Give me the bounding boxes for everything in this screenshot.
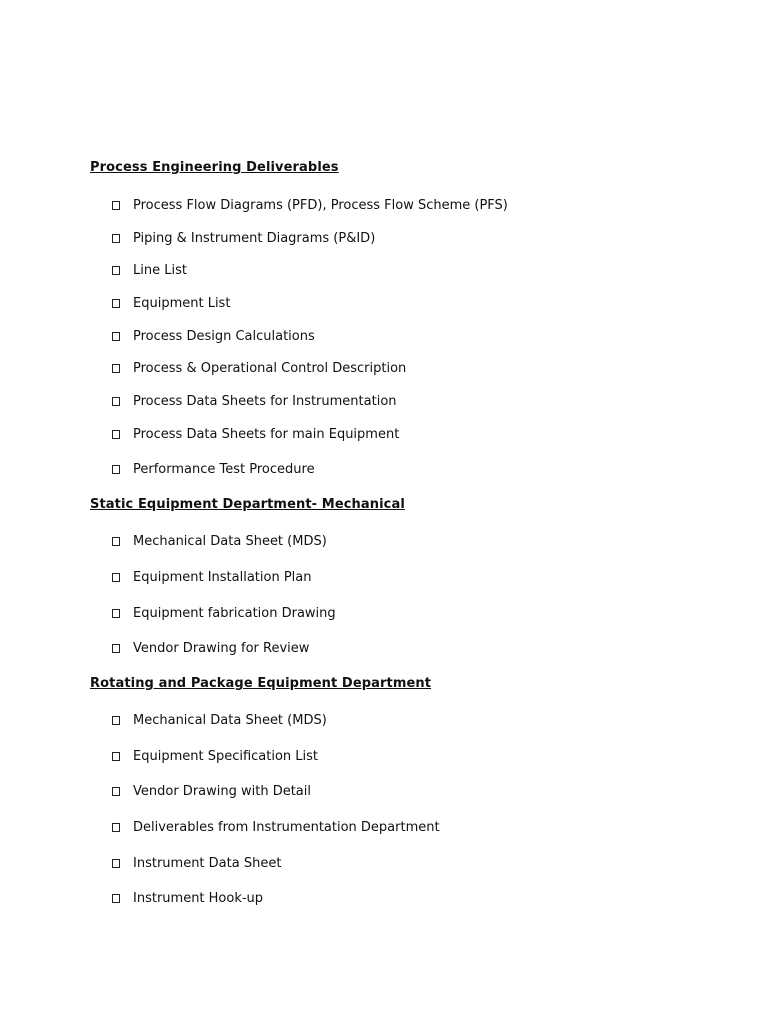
list-item: Process Data Sheets for main Equipment xyxy=(112,425,399,443)
list-item: Deliverables from Instrumentation Department xyxy=(112,818,440,836)
checkbox-square-icon xyxy=(112,859,120,868)
checkbox-square-icon xyxy=(112,537,120,546)
checkbox-square-icon xyxy=(112,299,120,308)
section-heading-process-engineering: Process Engineering Deliverables xyxy=(90,160,339,175)
list-item: Instrument Hook-up xyxy=(112,889,263,907)
list-item: Piping & Instrument Diagrams (P&ID) xyxy=(112,229,375,247)
checkbox-square-icon xyxy=(112,609,120,618)
checkbox-square-icon xyxy=(112,787,120,796)
checkbox-square-icon xyxy=(112,430,120,439)
list-item: Equipment Installation Plan xyxy=(112,568,312,586)
list-item: Equipment fabrication Drawing xyxy=(112,604,336,622)
list-item: Mechanical Data Sheet (MDS) xyxy=(112,711,327,729)
list-item: Process Flow Diagrams (PFD), Process Flow Scheme (PFS) xyxy=(112,196,508,214)
checkbox-square-icon xyxy=(112,201,120,210)
list-item: Vendor Drawing for Review xyxy=(112,639,309,657)
checkbox-square-icon xyxy=(112,234,120,243)
checkbox-square-icon xyxy=(112,397,120,406)
checkbox-square-icon xyxy=(112,573,120,582)
checkbox-square-icon xyxy=(112,752,120,761)
checkbox-square-icon xyxy=(112,644,120,653)
checkbox-square-icon xyxy=(112,364,120,373)
list-item: Performance Test Procedure xyxy=(112,460,315,478)
list-item: Process Data Sheets for Instrumentation xyxy=(112,392,397,410)
section-heading-rotating-package: Rotating and Package Equipment Department xyxy=(90,676,432,691)
list-item: Instrument Data Sheet xyxy=(112,854,281,872)
list-item: Equipment Specification List xyxy=(112,747,318,765)
list-item: Mechanical Data Sheet (MDS) xyxy=(112,532,327,550)
checkbox-square-icon xyxy=(112,716,120,725)
list-item: Line List xyxy=(112,261,187,279)
list-item: Process Design Calculations xyxy=(112,327,315,345)
checkbox-square-icon xyxy=(112,894,120,903)
checkbox-square-icon xyxy=(112,266,120,275)
list-item: Equipment List xyxy=(112,294,230,312)
section-heading-static-equipment: Static Equipment Department- Mechanical xyxy=(90,497,405,512)
list-item: Vendor Drawing with Detail xyxy=(112,782,311,800)
checkbox-square-icon xyxy=(112,332,120,341)
list-item: Process & Operational Control Description xyxy=(112,359,406,377)
checkbox-square-icon xyxy=(112,823,120,832)
checkbox-square-icon xyxy=(112,465,120,474)
